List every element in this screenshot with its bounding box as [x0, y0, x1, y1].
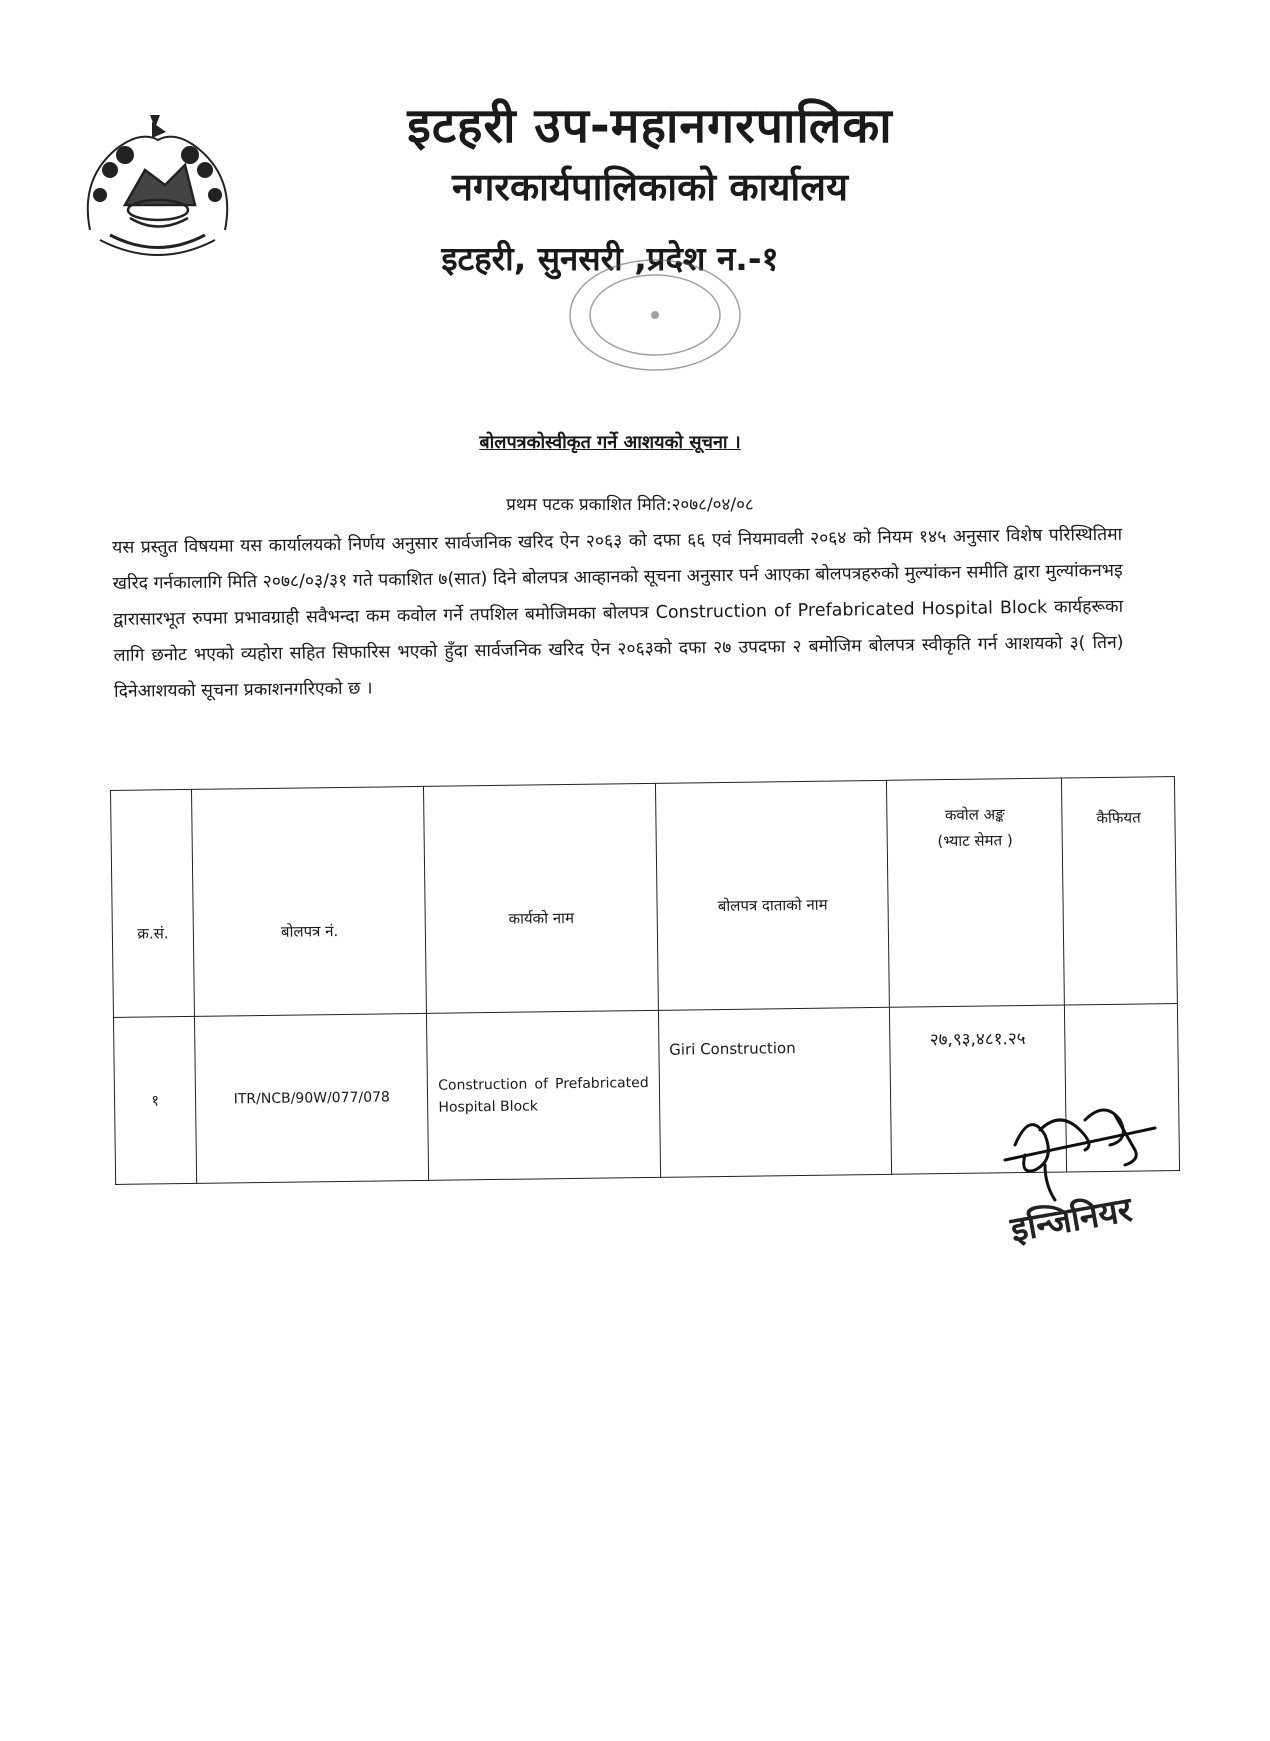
cell-sn: १ — [113, 1016, 196, 1184]
col-header-work: कार्यको नाम — [424, 783, 658, 1013]
cell-work: Construction of Prefabricated Hospital Block — [427, 1010, 661, 1180]
cell-bid-no: ITR/NCB/90W/077/078 — [195, 1013, 429, 1183]
cell-bidder: Giri Construction — [658, 1007, 892, 1177]
col-header-bidder: बोलपत्र दाताको नाम — [655, 780, 890, 1010]
col-header-amount-line1: कवोल अङ्क — [944, 805, 1005, 825]
notice-subject: बोलपत्रकोस्वीकृत गर्ने आशयको सूचना । — [479, 432, 741, 453]
col-header-sn: क्र.सं. — [111, 789, 195, 1017]
signatory-title: इन्जिनियर — [1007, 1189, 1136, 1251]
notice-body: यस प्रस्तुत विषयमा यस कार्यालयको निर्णय अनुसार सार्वजनिक खरिद ऐन २०६३ को दफा ६६ एवं नियमावली २०६४ को नियम १४५ अनुसार विशेष परिस्थितिमा खरिद गर्नकालागि मिति २०७८/०३/३१ गते पकाशित ७(सात) दिने बोलपत्र आव्हानको सूचना अनुसार पर्न आएका बोलपत्रहरुको मुल्यांकन समीति द्वारा मुल्यांकनभइ द्वारासारभूत रुपमा प्रभावग्राही सवैभन्दा कम कवोल गर्ने तपशिल बमोजिमका बोलपत्र Construction of Prefabricated Hospital Block कार्यहरूका लागि छनोट भएको व्यहोरा सहित सिफारिस भएको हुँदा सार्वजनिक खरिद ऐन २०६३को दफा २७ उपदफा २ बमोजिम बोलपत्र स्वीकृति गर्न आशयको ३( तिन) दिनेआशयको सूचना प्रकाशनगरिएको छ । — [112, 524, 1124, 702]
office-subheading: नगरकार्यपालिकाको कार्यालय — [451, 165, 849, 209]
office-seal-stamp — [560, 250, 750, 380]
cell-amount: २७,९३,४८१.२५ — [890, 1005, 1067, 1174]
publication-date: प्रथम पटक प्रकाशित मिति:२०७८/०४/०८ — [506, 495, 754, 515]
office-name-heading: इटहरी उप-महानगरपालिका — [407, 98, 893, 154]
col-header-bid-no: बोलपत्र नं. — [192, 786, 427, 1016]
col-header-remarks: कैफियत — [1062, 777, 1178, 1005]
col-header-amount-line2: (भ्याट सेमत ) — [937, 831, 1013, 851]
office-address: इटहरी, सुनसरी ,प्रदेश न.-१ — [441, 239, 779, 278]
col-header-amount — [887, 778, 1065, 1007]
table-header-row — [111, 777, 1178, 1018]
nepal-emblem-icon — [70, 110, 245, 265]
